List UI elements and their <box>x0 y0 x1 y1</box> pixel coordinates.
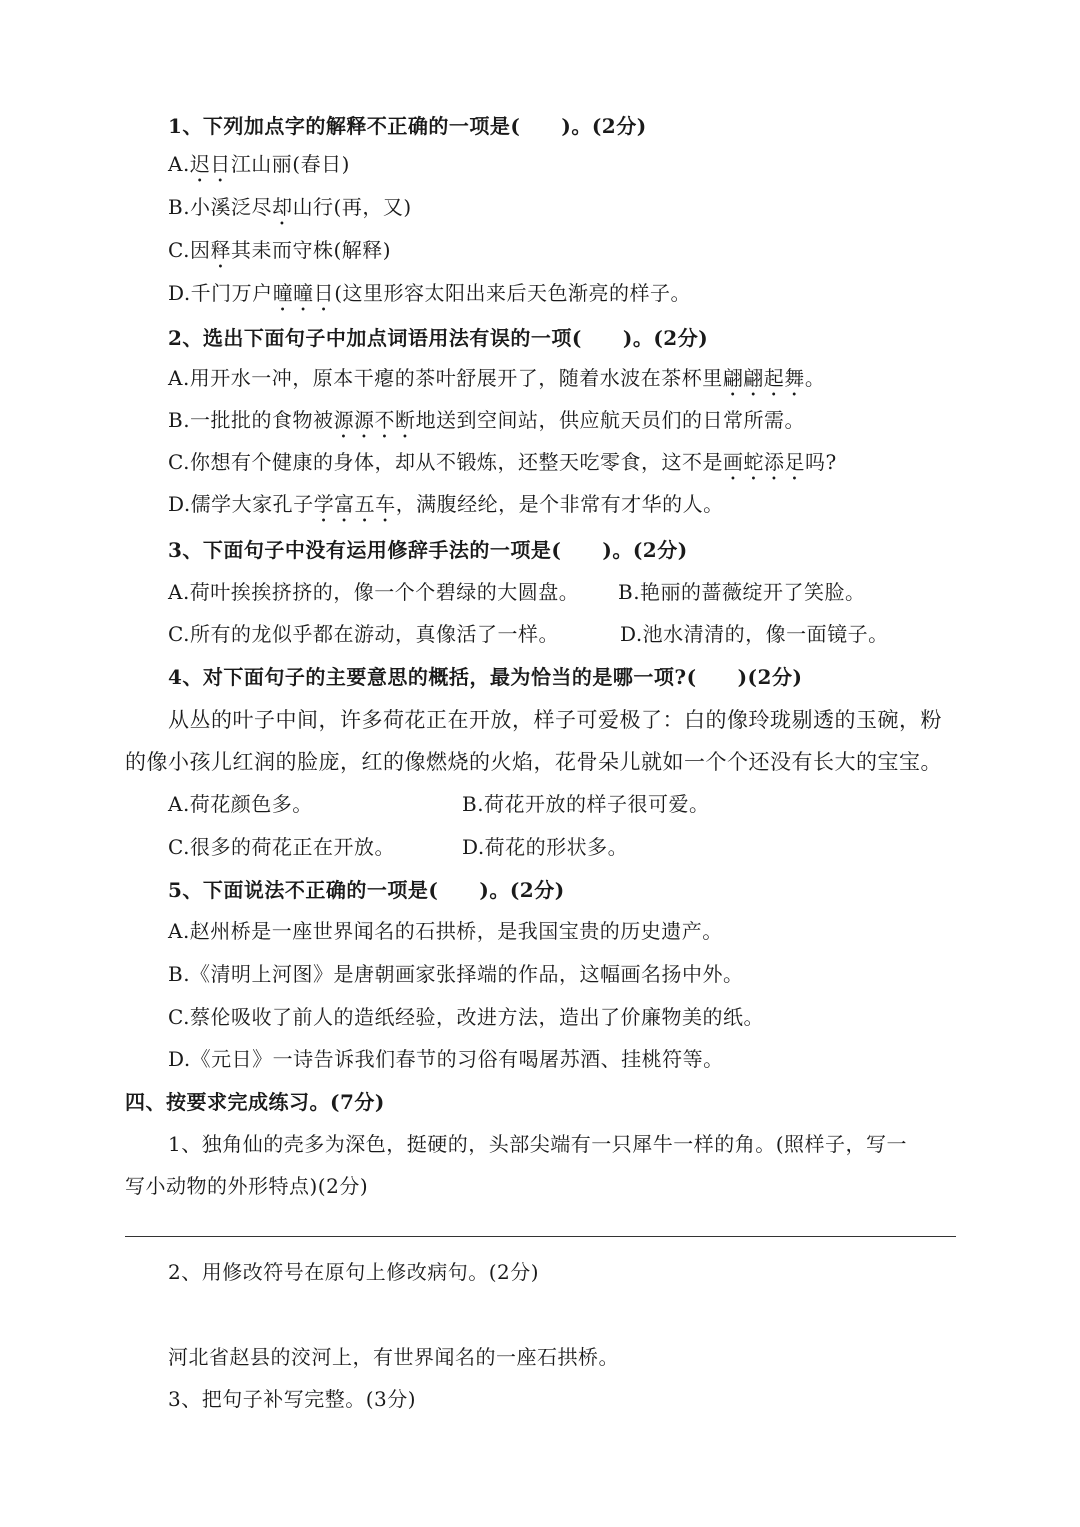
q2-d-rest: ，满腹经纶，是个非常有才华的人。 <box>395 492 724 516</box>
q1-a-rest: 江山丽(春日) <box>230 152 350 176</box>
section4-task2-sentence: 河北省赵县的洨河上，有世界闻名的一座石拱桥。 <box>168 1345 619 1369</box>
q3-option-b: B.艳丽的蔷薇绽开了笑脸。 <box>618 580 866 604</box>
q2-c-prefix: C.你想有个健康的身体，却从不锻炼，还整天吃零食，这不是 <box>168 450 723 474</box>
q2-c-rest: 吗? <box>804 450 837 474</box>
q2-b-prefix: B.一批批的食物被 <box>168 408 334 432</box>
section4-task3: 3、把句子补写完整。(3分) <box>168 1387 417 1411</box>
q3-stem: 3、下面句子中没有运用修辞手法的一项是( )。(2分) <box>168 538 688 562</box>
q4-stem: 4、对下面句子的主要意思的概括，最为恰当的是哪一项?( )(2分) <box>168 665 803 689</box>
q2-option-c <box>168 448 837 485</box>
section4-task2: 2、用修改符号在原句上修改病句。(2分) <box>168 1260 540 1284</box>
q1-c-dotted: 释 <box>210 238 231 262</box>
q3-option-c: C.所有的龙似乎都在游动，真像活了一样。 <box>168 622 559 646</box>
q2-option-b <box>168 406 805 443</box>
q1-c-prefix: C.因 <box>168 238 211 262</box>
q1-d-prefix: D.千门万户 <box>168 281 273 305</box>
q1-b-prefix: B.小溪泛尽 <box>168 195 273 219</box>
q2-b-rest: 地送到空间站，供应航天员们的日常所需。 <box>415 408 806 432</box>
q5-option-c: C.蔡伦吸收了前人的造纸经验，改进方法，造出了价廉物美的纸。 <box>168 1005 764 1029</box>
q2-a-prefix: A.用开水一冲，原本干瘪的茶叶舒展开了，随着水波在茶杯里 <box>168 366 723 390</box>
q3-option-a: A.荷叶挨挨挤挤的，像一个个碧绿的大圆盘。 <box>168 580 580 604</box>
q1-option-c <box>168 236 391 273</box>
section4-task1-line2: 写小动物的外形特点)(2分) <box>125 1174 369 1198</box>
q1-option-a <box>168 150 350 187</box>
q2-d-dotted: 学富五车 <box>313 492 396 516</box>
q5-option-d: D.《元日》一诗告诉我们春节的习俗有喝屠苏酒、挂桃符等。 <box>168 1047 724 1071</box>
q5-stem: 5、下面说法不正确的一项是( )。(2分) <box>168 878 565 902</box>
q1-option-b <box>168 193 412 230</box>
q2-b-dotted: 源源不断 <box>333 408 416 432</box>
q2-a-dotted: 翩翩起舞 <box>722 366 805 390</box>
section4-task1-line1: 1、独角仙的壳多为深色，挺硬的，头部尖端有一只犀牛一样的角。(照样子，写一 <box>168 1132 908 1156</box>
q1-a-dotted: 迟日 <box>189 152 231 176</box>
q3-option-d: D.池水清清的，像一面镜子。 <box>620 622 889 646</box>
q1-stem: 1、下列加点字的解释不正确的一项是( )。(2分) <box>168 114 647 138</box>
q4-passage-line1: 从丛的叶子中间，许多荷花正在开放，样子可爱极了：白的像玲珑剔透的玉碗，粉 <box>168 708 942 732</box>
q4-option-a: A.荷花颜色多。 <box>168 792 313 816</box>
q2-c-dotted: 画蛇添足 <box>722 450 805 474</box>
q1-d-rest: (这里形容太阳出来后天色渐亮的样子。 <box>334 281 691 305</box>
q4-passage-line2: 的像小孩儿红润的脸庞，红的像燃烧的火焰，花骨朵儿就如一个个还没有长大的宝宝。 <box>125 750 942 774</box>
q5-option-a: A.赵州桥是一座世界闻名的石拱桥，是我国宝贵的历史遗产。 <box>168 919 723 943</box>
q1-b-dotted: 却 <box>272 195 293 219</box>
q4-option-b: B.荷花开放的样子很可爱。 <box>462 792 710 816</box>
q2-option-a <box>168 364 825 401</box>
q2-a-rest: 。 <box>804 366 826 390</box>
q5-option-b: B.《清明上河图》是唐朝画家张择端的作品，这幅画名扬中外。 <box>168 962 744 986</box>
q2-stem: 2、选出下面句子中加点词语用法有误的一项( )。(2分) <box>168 326 709 350</box>
answer-line <box>125 1236 956 1237</box>
section4-heading: 四、按要求完成练习。(7分) <box>125 1090 385 1114</box>
q1-option-d <box>168 279 691 316</box>
q1-b-rest: 山行(再，又) <box>292 195 412 219</box>
q2-option-d <box>168 490 724 527</box>
q1-d-dotted: 曈曈日 <box>272 281 335 305</box>
q1-a-prefix: A. <box>168 152 190 176</box>
q1-c-rest: 其耒而守株(解释) <box>230 238 392 262</box>
q4-option-c: C.很多的荷花正在开放。 <box>168 835 395 859</box>
q4-option-d: D.荷花的形状多。 <box>462 835 629 859</box>
q2-d-prefix: D.儒学大家孔子 <box>168 492 314 516</box>
